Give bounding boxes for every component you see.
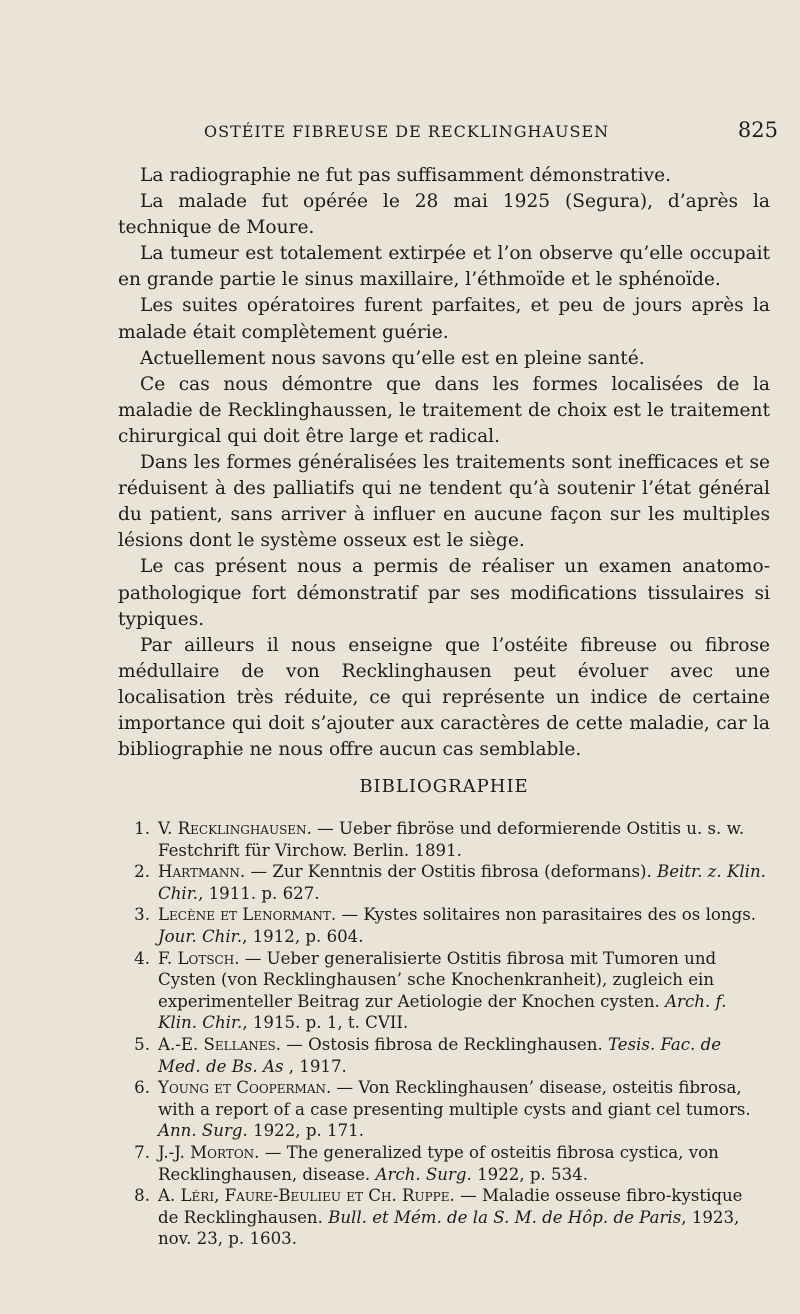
reference-text: — Ueber fibröse und deformierende Ostitis u. s. w. Festchrift für Virchow. Berlin. 1891. xyxy=(158,819,745,860)
reference-text: — Ostosis fibrosa de Recklinghausen. xyxy=(281,1034,608,1054)
reference-source: Arch. Surg. xyxy=(375,1164,472,1184)
reference-text: — Kystes solitaires non parasitaires des os longs. xyxy=(336,905,756,925)
paragraph: La radiographie ne fut pas suffisamment démonstrative. xyxy=(140,165,672,186)
paragraph: La tumeur est totalement extirpée et l’on observe qu’elle occupait en grande partie le sinus maxillaire, l’éthmoïde et le sphénoïde. xyxy=(118,243,770,291)
reference-authors: V. Recklinghausen. xyxy=(158,819,312,838)
reference-authors: F. Lotsch. xyxy=(158,948,240,968)
reference-authors: Hartmann. xyxy=(158,862,246,882)
paragraph: La malade fut opérée le 28 mai 1925 (Segura), d’après la technique de Moure. xyxy=(118,191,770,239)
reference-item xyxy=(118,1185,768,1250)
reference-item xyxy=(118,904,768,947)
body-text xyxy=(118,163,770,763)
reference-details: , 1915. p. 1, t. CVII. xyxy=(242,1013,409,1033)
reference-authors: Young et Cooperman. xyxy=(158,1078,332,1098)
reference-details: , 1923, nov. 23, p. 1603. xyxy=(158,1207,740,1249)
reference-item xyxy=(118,1034,768,1077)
reference-source: Bull. et Mém. de la S. M. de Hôp. de Paris xyxy=(328,1207,682,1227)
paragraph: Par ailleurs il nous enseigne que l’ostéite fibreuse ou fibrose médullaire de von Recklinghausen peut évoluer avec une localisation très réduite, ce qui représente un indice de certaine importance qui doit s’ajouter aux caractères de cette maladie, car la bibliographie ne nous offre aucun cas semblable. xyxy=(118,634,770,761)
reference-number: 4. xyxy=(134,948,150,968)
reference-authors: Lecène et Lenormant. xyxy=(158,905,337,925)
reference-authors: A. Léri, Faure-Beulieu et Ch. Ruppe. xyxy=(158,1186,455,1206)
page-number: 825 xyxy=(737,118,778,142)
reference-item xyxy=(118,1077,768,1142)
reference-text: — Zur Kenntnis der Ostitis fibrosa (deformans). xyxy=(245,862,658,882)
reference-details: 1922, p. 171. xyxy=(247,1121,364,1141)
bibliography-list xyxy=(118,818,768,1250)
reference-source: Beitr. z. Klin. Chir. xyxy=(158,862,766,903)
paragraph: Le cas présent nous a permis de réaliser un examen anatomo-pathologique fort démonstratif par ses modifications tissulaires si typiques. xyxy=(118,556,770,630)
reference-source: Arch. f. Klin. Chir. xyxy=(158,991,727,1033)
reference-item xyxy=(118,948,768,1034)
reference-authors: J.-J. Morton. xyxy=(158,1142,260,1162)
paragraph: Les suites opératoires furent parfaites, et peu de jours après la malade était complètement guérie. xyxy=(118,295,770,343)
reference-number: 5. xyxy=(134,1034,150,1054)
reference-number: 2. xyxy=(134,862,150,882)
reference-text: — Maladie osseuse fibro-kystique de Recklinghausen. xyxy=(158,1186,743,1227)
reference-text: — Ueber generalisierte Ostitis fibrosa mit Tumoren und Cysten (von Recklinghausen’ sche Knochenkranheit), zugleich ein experimenteller Beitrag zur Aetiologie der Knochen cysten. xyxy=(158,948,717,1011)
reference-authors: A.-E. Sellanes. xyxy=(158,1034,282,1054)
reference-details: , 1911. p. 627. xyxy=(198,883,320,903)
paragraph: Actuellement nous savons qu’elle est en pleine santé. xyxy=(140,347,645,369)
bibliography-title: BIBLIOGRAPHIE xyxy=(359,776,529,797)
reference-source: Tesis. Fac. de Med. de Bs. As xyxy=(158,1034,722,1076)
reference-text: — The generalized type of osteitis fibrosa cystica, von Recklinghausen, disease. xyxy=(158,1142,719,1184)
reference-source: Ann. Surg. xyxy=(158,1121,248,1141)
reference-item xyxy=(118,818,768,861)
paragraph: Ce cas nous démontre que dans les formes localisées de la maladie de Recklinghaussen, le traitement de choix est le traitement chirurgical qui doit être large et radical. xyxy=(118,373,770,447)
reference-number: 6. xyxy=(134,1078,150,1098)
reference-details: , 1917. xyxy=(283,1056,347,1076)
reference-details: , 1912, p. 604. xyxy=(242,926,364,946)
reference-source: Jour. Chir. xyxy=(158,926,243,946)
paragraph: Dans les formes généralisées les traitements sont inefficaces et se réduisent à des palliatifs qui ne tendent qu’à soutenir l’état général du patient, sans arriver à influer en aucune façon sur les multiples lésions dont le système osseux est le siège. xyxy=(118,452,770,552)
reference-number: 8. xyxy=(134,1186,150,1206)
reference-item xyxy=(118,861,768,904)
reference-number: 7. xyxy=(134,1142,150,1162)
reference-details: 1922, p. 534. xyxy=(471,1164,589,1184)
reference-item xyxy=(118,1142,768,1185)
reference-number: 3. xyxy=(134,905,150,925)
reference-text: — Von Recklinghausen’ disease, osteitis fibrosa, with a report of a case presenting multiple cysts and giant cel tumors. xyxy=(158,1078,751,1119)
running-title: OSTÉITE FIBREUSE DE RECKLINGHAUSEN xyxy=(204,122,610,141)
page-header xyxy=(118,118,778,148)
reference-number: 1. xyxy=(134,819,150,838)
